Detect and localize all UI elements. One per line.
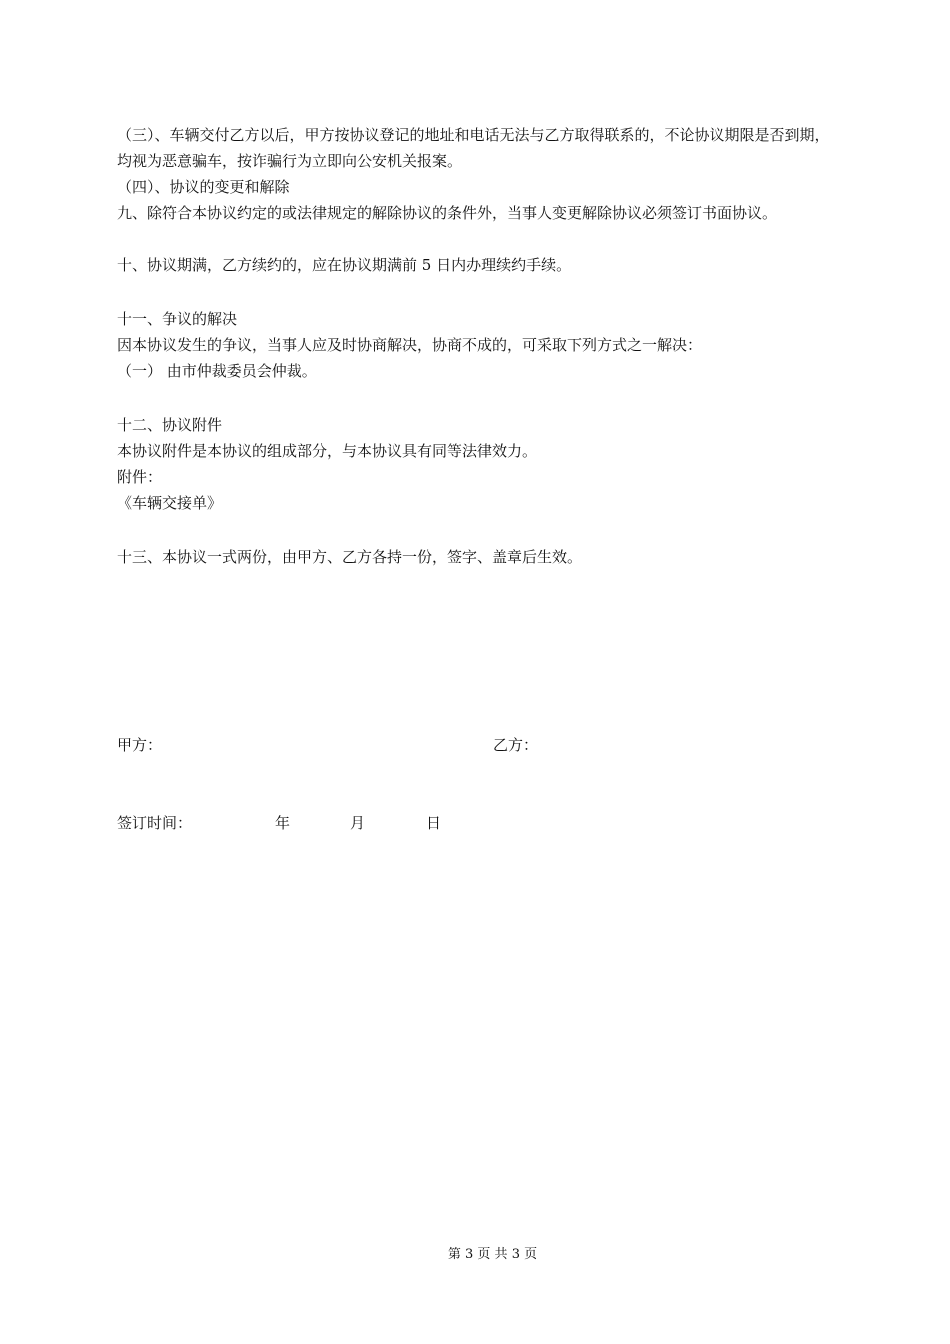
page-number-footer: 第 3 页 共 3 页 [447, 1247, 538, 1262]
clause-10: 十、协议期满，乙方续约的，应在协议期满前 5 日内办理续约手续。 [117, 256, 572, 274]
clause-12-body: 本协议附件是本协议的组成部分，与本协议具有同等法律效力。 [117, 442, 538, 460]
clause-9: 九、除符合本协议约定的或法律规定的解除协议的条件外，当事人变更解除协议必须签订书面协议。 [117, 204, 778, 222]
clause-3-line-1: （三）、车辆交付乙方以后，甲方按协议登记的地址和电话无法与乙方取得联系的，不论协议期限是否到期， [117, 126, 830, 144]
clause-11-item-1: （一） 由市仲裁委员会仲裁。 [117, 362, 317, 380]
sign-date-day: 日 [426, 814, 442, 832]
clause-11-title: 十一、争议的解决 [117, 310, 238, 328]
clause-13: 十三、本协议一式两份，由甲方、乙方各持一份，签字、盖章后生效。 [117, 548, 583, 566]
sign-date-label: 签订时间： [117, 814, 193, 832]
sign-date-year: 年 [275, 814, 291, 832]
sign-date-month: 月 [350, 814, 366, 832]
clause-3-line-2: 均视为恶意骗车，按诈骗行为立即向公安机关报案。 [117, 152, 463, 170]
clause-11-body: 因本协议发生的争议，当事人应及时协商解决，协商不成的，可采取下列方式之一解决： [117, 336, 703, 354]
clause-12-title: 十二、协议附件 [117, 416, 223, 434]
attachment-item: 《车辆交接单》 [117, 494, 223, 512]
clause-4-heading: （四）、协议的变更和解除 [117, 178, 290, 196]
attachment-label: 附件： [117, 468, 163, 486]
party-b-label: 乙方： [493, 736, 539, 754]
party-a-label: 甲方： [117, 736, 163, 754]
